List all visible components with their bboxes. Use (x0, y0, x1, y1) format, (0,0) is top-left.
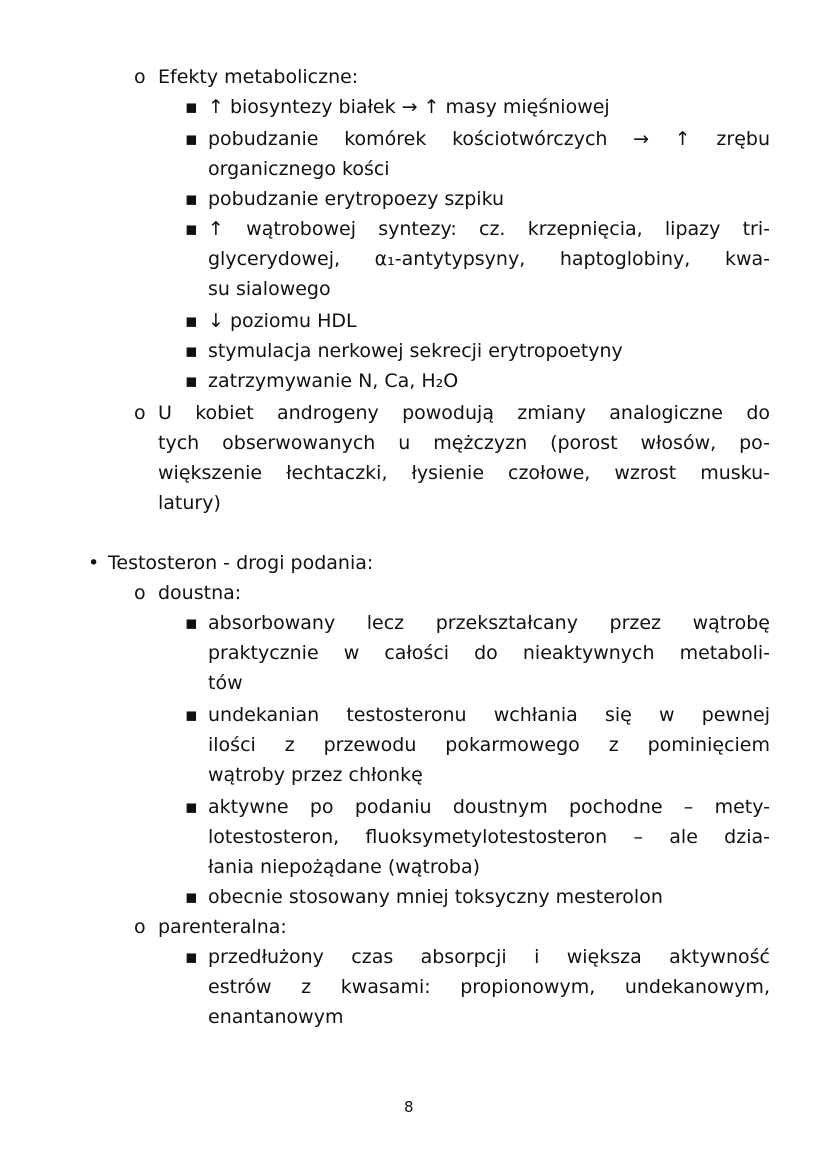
list-item-cont: glycerydowej, α₁-antytypsyny, haptoglobiny, kwa- (208, 248, 770, 270)
oral-route-label: doustna: (158, 582, 242, 604)
list-item-cont: organicznego kości (208, 158, 390, 180)
list-item: ↓ poziomu HDL (208, 310, 357, 332)
circle-bullet-icon: o (134, 916, 146, 938)
square-bullet-icon: ▪ (185, 886, 198, 908)
square-bullet-icon: ▪ (185, 704, 198, 726)
list-item: undekanian testosteronu wchłania się w pewnej (208, 704, 770, 726)
list-item-cont: łania niepożądane (wątroba) (208, 856, 481, 878)
section-heading-metabolic: Efekty metaboliczne: (158, 66, 359, 88)
list-item-cont: enantanowym (208, 1006, 344, 1028)
square-bullet-icon: ▪ (185, 946, 198, 968)
list-item-cont: tów (208, 672, 243, 694)
circle-bullet-icon: o (134, 402, 146, 424)
circle-bullet-icon: o (134, 582, 146, 604)
list-item: ↑ biosyntezy białek → ↑ masy mięśniowej (208, 96, 610, 118)
square-bullet-icon: ▪ (185, 218, 198, 240)
square-bullet-icon: ▪ (185, 796, 198, 818)
list-item: aktywne po podaniu doustnym pochodne – mety- (208, 796, 770, 818)
square-bullet-icon: ▪ (185, 370, 198, 392)
list-item-cont: praktycznie w całości do nieaktywnych metaboli- (208, 642, 770, 664)
list-item: pobudzanie komórek kościotwórczych → ↑ zrębu (208, 128, 770, 150)
square-bullet-icon: ▪ (185, 612, 198, 634)
list-item-cont: su sialowego (208, 278, 331, 300)
list-item-cont: estrów z kwasami: propionowym, undekanowym, (208, 976, 770, 998)
list-item-cont: lotestosteron, fluoksymetylotestosteron – ale dzia- (208, 826, 770, 848)
list-item: ↑ wątrobowej syntezy: cz. krzepnięcia, lipazy tri- (208, 218, 770, 240)
women-note-cont: tych obserwowanych u mężczyzn (porost włosów, po- (158, 432, 770, 454)
list-item: pobudzanie erytropoezy szpiku (208, 188, 505, 210)
parenteral-route-label: parenteralna: (158, 916, 287, 938)
circle-bullet-icon: o (134, 66, 146, 88)
list-item: stymulacja nerkowej sekrecji erytropoetyny (208, 340, 623, 362)
women-note-cont: większenie łechtaczki, łysienie czołowe, wzrost musku- (158, 462, 770, 484)
disc-bullet-icon: • (88, 552, 100, 574)
list-item: przedłużony czas absorpcji i większa aktywność (208, 946, 770, 968)
section-heading-testosterone: Testosteron - drogi podania: (108, 552, 374, 574)
square-bullet-icon: ▪ (185, 128, 198, 150)
square-bullet-icon: ▪ (185, 310, 198, 332)
women-note: U kobiet androgeny powodują zmiany analogiczne do (158, 402, 770, 424)
list-item: absorbowany lecz przekształcany przez wątrobę (208, 612, 770, 634)
women-note-cont: latury) (158, 492, 221, 514)
list-item-cont: ilości z przewodu pokarmowego z pominięciem (208, 734, 770, 756)
square-bullet-icon: ▪ (185, 188, 198, 210)
square-bullet-icon: ▪ (185, 340, 198, 362)
page-number: 8 (404, 1098, 414, 1116)
list-item: obecnie stosowany mniej toksyczny mesterolon (208, 886, 663, 908)
list-item-cont: wątroby przez chłonkę (208, 764, 423, 786)
list-item: zatrzymywanie N, Ca, H₂O (208, 370, 459, 392)
square-bullet-icon: ▪ (185, 96, 198, 118)
